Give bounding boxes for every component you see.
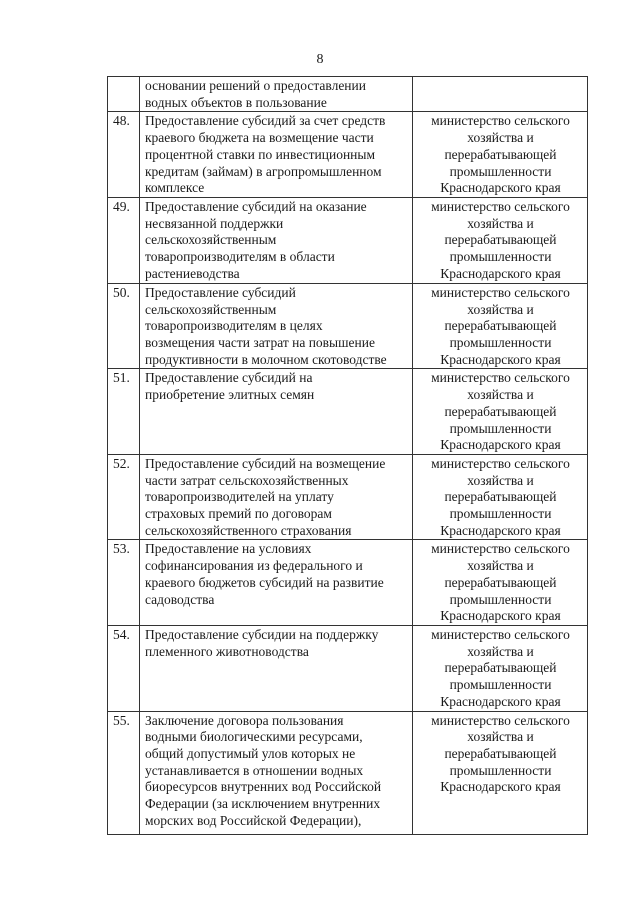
table-row xyxy=(108,77,588,112)
responsible-authority: министерство сельского хозяйства и перерабатывающей промышленности Краснодарского края xyxy=(413,369,588,455)
row-number: 49. xyxy=(108,197,140,283)
table-row xyxy=(108,711,588,834)
service-description: Предоставление на условиях софинансирования из федерального и краевого бюджетов субсидий на развитие садоводства xyxy=(140,540,413,626)
service-description: Заключение договора пользования водными биологическими ресурсами, общий допустимый улов которых не устанавливается в отношении водных биоресурсов внутренних вод Российской Федерации (за исключением внутренних морских вод Российской Федерации), xyxy=(140,711,413,834)
responsible-authority: министерство сельского хозяйства и перерабатывающей промышленности Краснодарского края xyxy=(413,711,588,834)
row-number: 52. xyxy=(108,454,140,540)
service-description: Предоставление субсидий на оказание несвязанной поддержки сельскохозяйственным товаропроизводителям в области растениеводства xyxy=(140,197,413,283)
table-row xyxy=(108,197,588,283)
service-description: Предоставление субсидий на приобретение элитных семян xyxy=(140,369,413,455)
row-number: 55. xyxy=(108,711,140,834)
service-description: Предоставление субсидий на возмещение части затрат сельскохозяйственных товаропроизводителей на уплату страховых премий по договорам сельскохозяйственного страхования xyxy=(140,454,413,540)
responsible-authority: министерство сельского хозяйства и перерабатывающей промышленности Краснодарского края xyxy=(413,197,588,283)
row-number: 53. xyxy=(108,540,140,626)
services-table xyxy=(107,76,588,835)
table-row xyxy=(108,112,588,198)
row-number: 54. xyxy=(108,625,140,711)
responsible-authority xyxy=(413,77,588,112)
service-description: Предоставление субсидий за счет средств краевого бюджета на возмещение части процентной ставки по инвестиционным кредитам (займам) в агропромышленном комплексе xyxy=(140,112,413,198)
responsible-authority: министерство сельского хозяйства и перерабатывающей промышленности Краснодарского края xyxy=(413,112,588,198)
page-number: 8 xyxy=(316,52,324,67)
table-row xyxy=(108,454,588,540)
responsible-authority: министерство сельского хозяйства и перерабатывающей промышленности Краснодарского края xyxy=(413,283,588,369)
row-number: 51. xyxy=(108,369,140,455)
responsible-authority: министерство сельского хозяйства и перерабатывающей промышленности Краснодарского края xyxy=(413,540,588,626)
service-description: Предоставление субсидии на поддержку племенного животноводства xyxy=(140,625,413,711)
row-number: 50. xyxy=(108,283,140,369)
service-description: основании решений о предоставлении водных объектов в пользование xyxy=(140,77,413,112)
responsible-authority: министерство сельского хозяйства и перерабатывающей промышленности Краснодарского края xyxy=(413,454,588,540)
responsible-authority: министерство сельского хозяйства и перерабатывающей промышленности Краснодарского края xyxy=(413,625,588,711)
table-row xyxy=(108,283,588,369)
table-row xyxy=(108,369,588,455)
service-description: Предоставление субсидий сельскохозяйственным товаропроизводителям в целях возмещения части затрат на повышение продуктивности в молочном скотоводстве xyxy=(140,283,413,369)
table-row xyxy=(108,625,588,711)
row-number xyxy=(108,77,140,112)
row-number: 48. xyxy=(108,112,140,198)
table-row xyxy=(108,540,588,626)
